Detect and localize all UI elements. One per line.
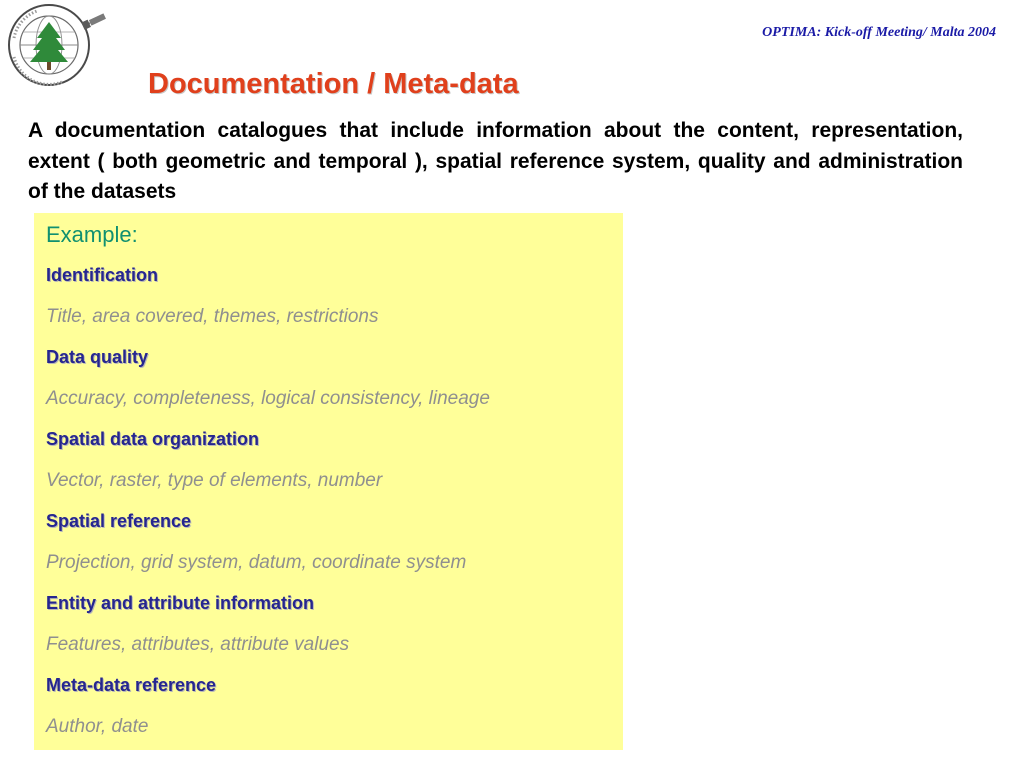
category-description: Title, area covered, themes, restrictions [46,306,379,327]
list-item [46,347,490,429]
list-item [46,429,490,511]
organization-logo [2,2,114,88]
category-description: Accuracy, completeness, logical consistency, lineage [46,388,490,409]
category-heading: Meta-data reference [46,675,217,695]
category-heading: Identification [46,265,158,285]
category-description: Features, attributes, attribute values [46,634,350,655]
list-item [46,593,490,675]
list-item [46,675,490,757]
category-heading: Spatial data organization [46,429,260,449]
example-label: Example: [46,222,138,247]
category-heading: Entity and attribute information [46,593,314,613]
category-description: Projection, grid system, datum, coordinate system [46,552,467,573]
category-description: Vector, raster, type of elements, number [46,470,383,491]
meeting-header-note: OPTIMA: Kick-off Meeting/ Malta 2004 [762,25,996,40]
category-heading: Data quality [46,347,149,367]
list-item [46,511,490,593]
globe-cedar-satellite-logo-icon [2,2,114,88]
list-item [46,265,490,347]
slide-title: Documentation / Meta-data [148,68,519,100]
intro-paragraph: A documentation catalogues that include information about the content, representation, extent ( both geometric and temporal ), spatial reference system, quality and administration of the datasets [28,119,963,203]
category-heading: Spatial reference [46,511,192,531]
metadata-category-list [46,265,490,757]
example-box [34,213,623,750]
category-description: Author, date [46,716,149,737]
